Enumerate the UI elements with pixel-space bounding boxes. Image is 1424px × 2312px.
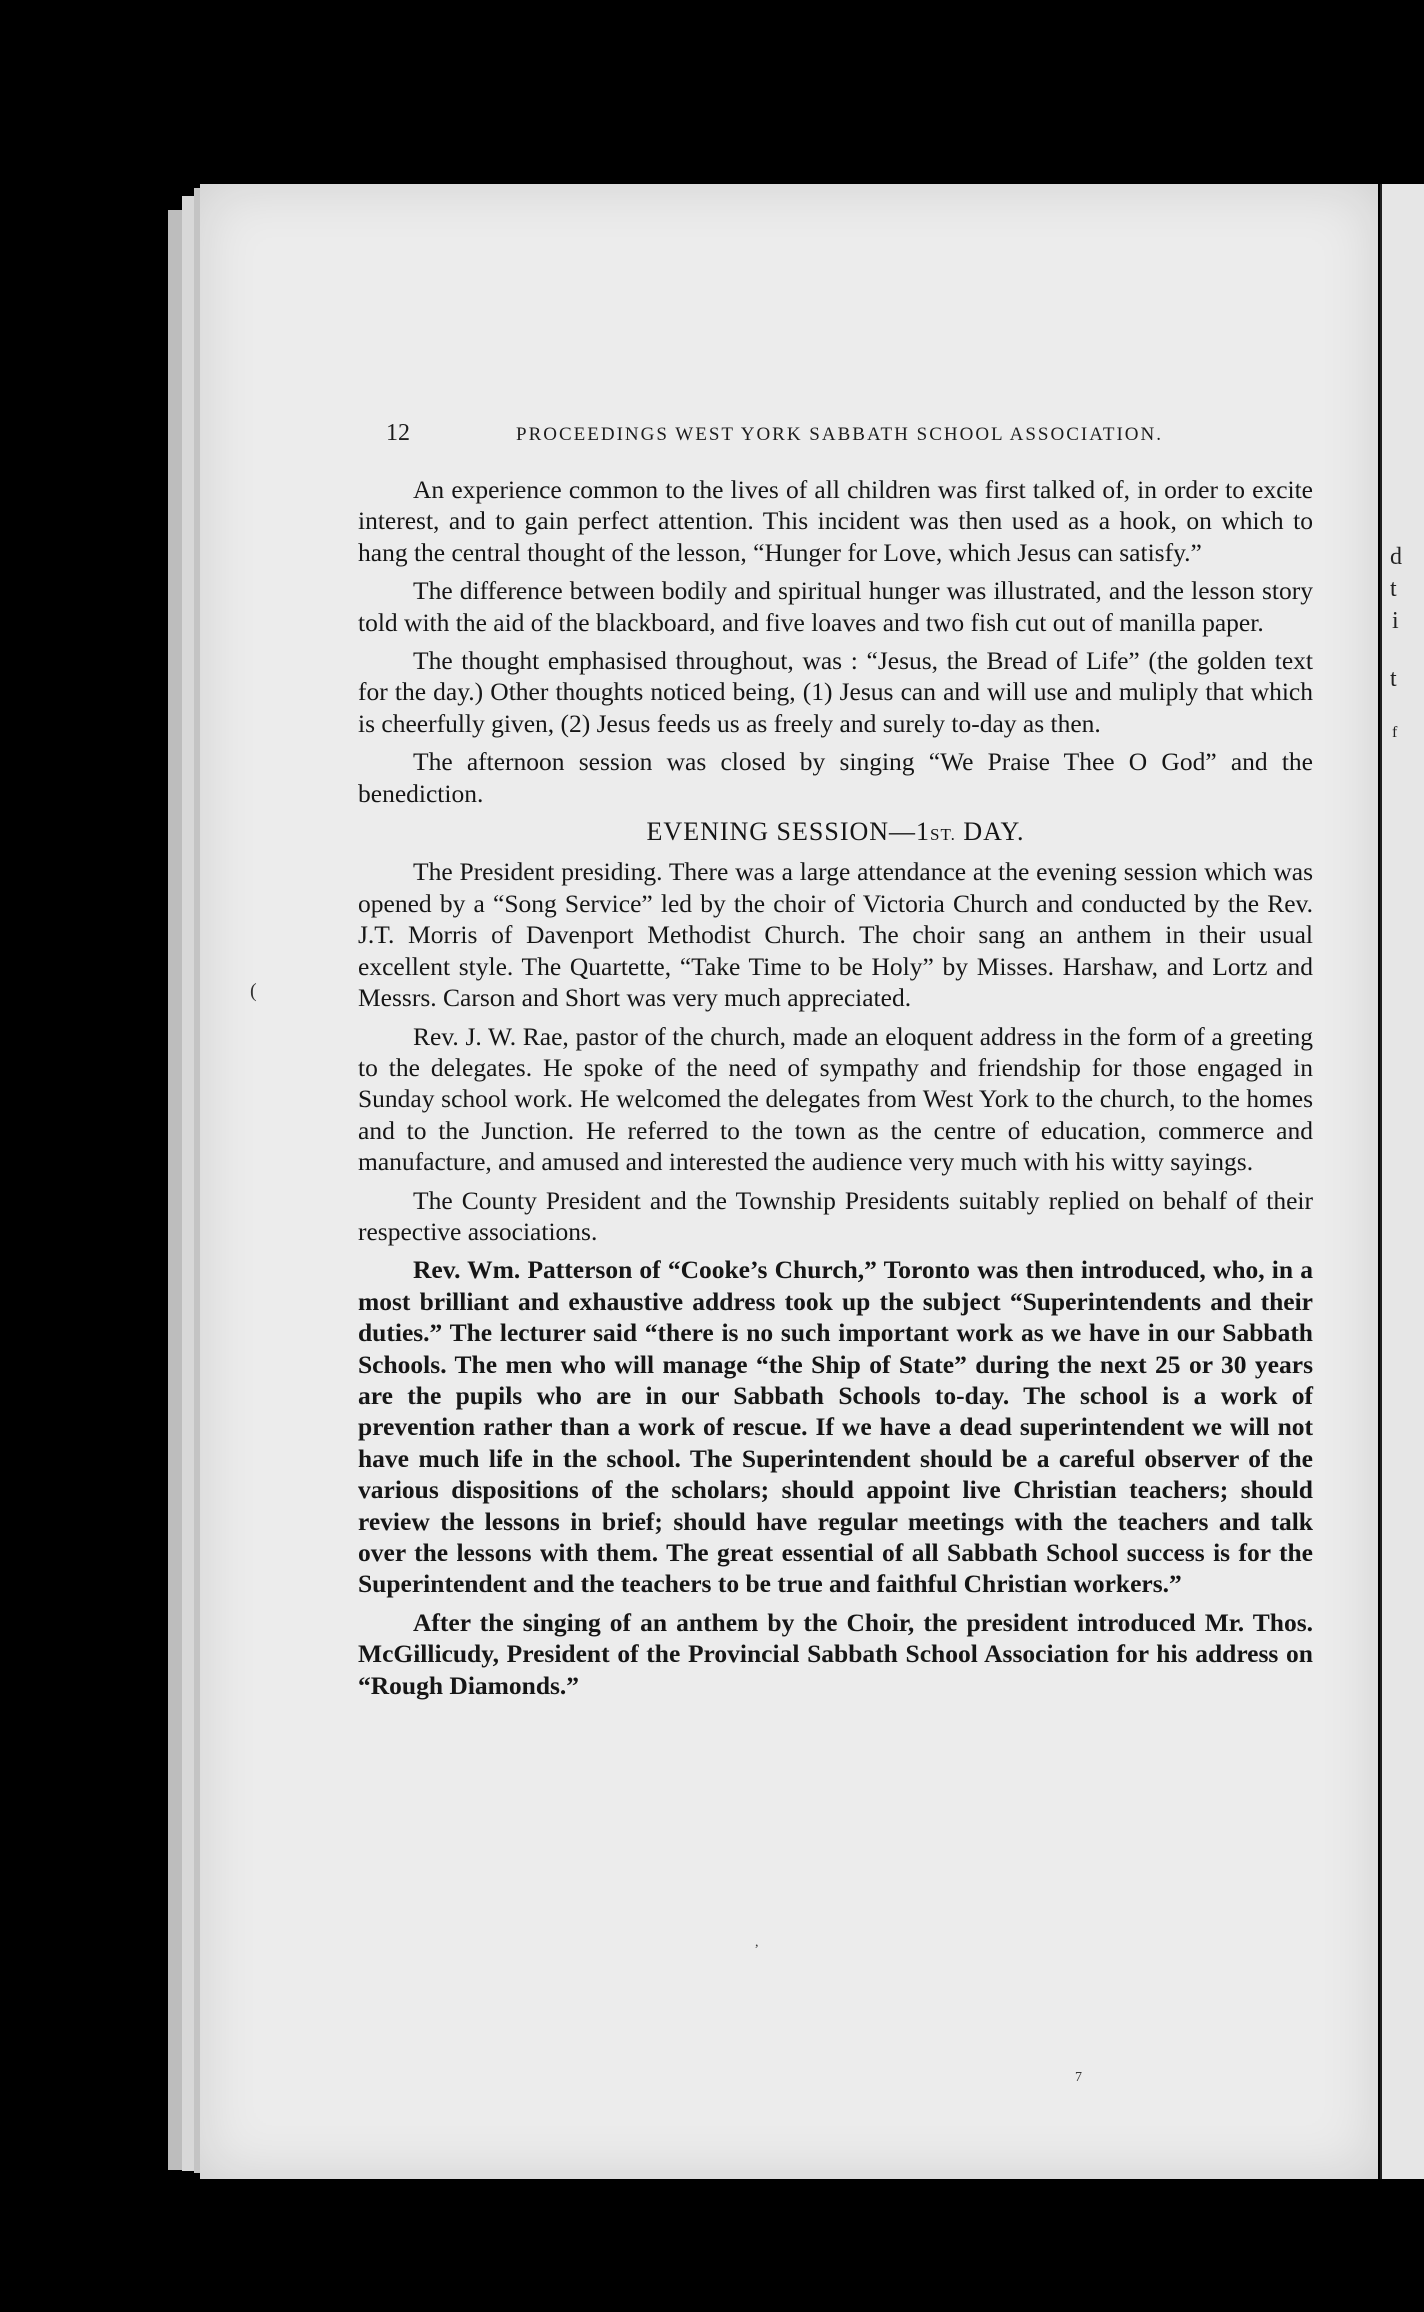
facing-page-sliver bbox=[1380, 184, 1424, 2179]
scan-speck: 7 bbox=[1075, 2070, 1082, 2085]
scan-speck: , bbox=[755, 1935, 759, 1950]
paragraph: The afternoon session was closed by singing “We Praise Thee O God” and the benediction. bbox=[358, 747, 1313, 808]
scan-speck: ( bbox=[250, 980, 257, 1002]
margin-fragment: t bbox=[1390, 666, 1397, 692]
body-text bbox=[358, 474, 1313, 1708]
section-heading-main: EVENING SESSION—1 bbox=[646, 817, 931, 847]
page-number: 12 bbox=[386, 420, 410, 446]
paragraph: Rev. Wm. Patterson of “Cooke’s Church,” Toronto was then introduced, who, in a most brilliant and exhaustive address took up the subject “Superintendents and their duties.” The lecturer said “there is no such important work as we have in our Sabbath Schools. The men who will manage “the Ship of State” during the next 25 or 30 years are the pupils who are in our Sabbath Schools to-day. The school is a work of prevention rather than a work of rescue. If we have a dead superintendent we will not have much life in the school. The Superintendent should be a careful observer of the various dispositions of the scholars; should appoint live Christian teachers; should review the lessons in brief; should have regular meetings with the teachers and talk over the lessons with them. The great essential of all Sabbath School success is for the Superintendent and the teachers to be true and faithful Christian workers.” bbox=[358, 1255, 1313, 1599]
paragraph: The President presiding. There was a large attendance at the evening session which was opened by a “Song Service” led by the choir of Victoria Church and conducted by the Rev. J.T. Morris of Davenport Methodist Church. The choir sang an anthem in their usual excellent style. The Quartette, “Take Time to be Holy” by Misses. Harshaw, and Lortz and Messrs. Carson and Short was very much appreciated. bbox=[358, 857, 1313, 1013]
page-header bbox=[386, 420, 1318, 454]
section-heading-ordinal: ST. bbox=[930, 825, 956, 845]
page-stack-edge bbox=[182, 196, 194, 2171]
running-title: PROCEEDINGS WEST YORK SABBATH SCHOOL ASSOCIATION. bbox=[516, 424, 1163, 445]
section-heading bbox=[358, 816, 1313, 850]
paragraph: An experience common to the lives of all children was first talked of, in order to excite interest, and to gain perfect attention. This incident was then used as a hook, on which to hang the central thought of the lesson, “Hunger for Love, which Jesus can satisfy.” bbox=[358, 475, 1313, 567]
paragraph: The difference between bodily and spiritual hunger was illustrated, and the lesson story told with the aid of the blackboard, and five loaves and two fish cut out of manilla paper. bbox=[358, 576, 1313, 637]
section-heading-tail: DAY. bbox=[955, 817, 1025, 847]
paragraph: The thought emphasised throughout, was : “Jesus, the Bread of Life” (the golden text for the day.) Other thoughts noticed being, (1) Jesus can and will use and muliply that which is cheerfully given, (2) Jesus feeds us as freely and surely to-day as then. bbox=[358, 646, 1313, 738]
paragraph: Rev. J. W. Rae, pastor of the church, made an eloquent address in the form of a greeting to the delegates. He spoke of the need of sympathy and friendship for those engaged in Sunday school work. He welcomed the delegates from West York to the church, to the homes and to the Junction. He referred to the town as the centre of education, commerce and manufacture, and amused and interested the audience very much with his witty sayings. bbox=[358, 1021, 1313, 1177]
margin-fragment: t bbox=[1390, 576, 1397, 602]
paragraph: After the singing of an anthem by the Choir, the president introduced Mr. Thos. McGillicudy, President of the Provincial Sabbath School Association for his address on “Rough Diamonds.” bbox=[358, 1607, 1313, 1700]
margin-fragment: i bbox=[1392, 608, 1399, 634]
page-stack-edge bbox=[168, 210, 182, 2170]
margin-fragment: d bbox=[1390, 544, 1402, 570]
margin-fragment: f bbox=[1392, 724, 1398, 741]
paragraph: The County President and the Township Presidents suitably replied on behalf of their respective associations. bbox=[358, 1185, 1313, 1246]
